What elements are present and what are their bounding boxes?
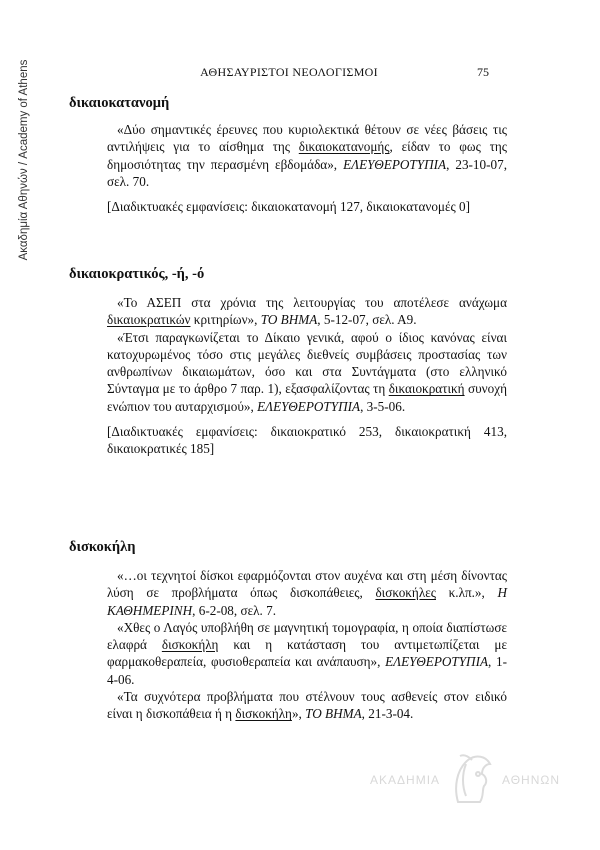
- source-name: ΤΟ ΒΗΜΑ: [260, 312, 318, 328]
- page-number: 75: [477, 65, 489, 79]
- watermark-text-right: ΑΘΗΝΩΝ: [501, 773, 560, 787]
- citation: «Έτσι παραγκωνίζεται το Δίκαιο γενικά, αφού ο ίδιος κανόνας είναι κατοχυρωμένος τόσο στις μεγάλες διεθνείς συμβάσεις προστασίας των ανθρωπίνων δικαιωμάτων, όσο και στα Συντάγματα (στο ελληνικό Σύνταγμα με το άρθρο 7 παρ. 1), εξασφαλίζοντας τη δικαιοκρατική συνοχή ενώπιον του αυταρχισμού», ΕΛΕΥΘΕΡΟΤΥΠΙΑ, 3-5-06.: [107, 329, 507, 414]
- headword-occurrence: δισκοκήλη: [161, 637, 219, 653]
- headword-occurrence: δισκοκήλες: [375, 585, 436, 601]
- headword-occurrence: δικαιοκατανομής: [298, 139, 390, 155]
- entry-body: [107, 567, 507, 723]
- entry-title: δικαιοκρατικός, -ή, -ό: [69, 266, 205, 282]
- citation: «Τα συχνότερα προβλήματα που στέλνουν τους ασθενείς στον ειδικό είναι η δισκοπάθεια ή η δισκοκήλη», ΤΟ ΒΗΜΑ, 21-3-04.: [107, 689, 507, 722]
- headword-occurrence: δικαιοκρατική: [388, 381, 465, 397]
- citation: «Το ΑΣΕΠ στα χρόνια της λειτουργίας του αποτέλεσε ανάχωμα δικαιοκρατικών κριτηρίων», ΤΟ ΒΗΜΑ, 5-12-07, σελ. Α9.: [107, 295, 507, 328]
- source-name: ΕΛΕΥΘΕΡΟΤΥΠΙΑ: [385, 654, 489, 670]
- citation: «Χθες ο Λαγός υποβλήθη σε μαγνητική τομογραφία, η οποία διαπίστωσε ελαφρά δισκοκήλη και η κατάσταση του αντιμετωπίζεται με φαρμακοθεραπεία, φυσιοθεραπεία και ανάπαυση», ΕΛΕΥΘΕΡΟΤΥΠΙΑ, 1-4-06.: [107, 619, 507, 687]
- citation: «Δύο σημαντικές έρευνες που κυριολεκτικά θέτουν σε νέες βάσεις τις αντιλήψεις για το αίσθημα της δικαιοκατανομής, είδαν το φως της δημοσιότητας την περασμένη εβδομάδα», ΕΛΕΥΘΕΡΟΤΥΠΙΑ, 23-10-07, σελ. 70.: [107, 122, 507, 189]
- source-name: ΕΛΕΥΘΕΡΟΤΥΠΙΑ: [343, 156, 447, 172]
- web-occurrences-note: [Διαδικτυακές εμφανίσεις: δικαιοκατανομή 127, δικαιοκατανομές 0]: [107, 199, 471, 215]
- entry-title: δισκοκήλη: [69, 539, 136, 555]
- side-label: Ακαδημία Αθηνών / Academy of Athens: [18, 59, 30, 261]
- source-name: Η ΚΑΘΗΜΕΡΙΝΗ: [107, 585, 507, 618]
- academy-watermark: [370, 750, 560, 810]
- athena-head-icon: [446, 750, 496, 810]
- headword-occurrence: δισκοκήλη: [235, 706, 292, 722]
- headword-occurrence: δικαιοκρατικών: [107, 312, 191, 328]
- web-occurrences-note: [Διαδικτυακές εμφανίσεις: δικαιοκρατικό 253, δικαιοκρατική 413, δικαιοκρατικές 185]: [107, 424, 507, 457]
- entry-body: [107, 294, 507, 458]
- watermark-text-left: ΑΚΑΔΗΜΙΑ: [370, 773, 441, 787]
- citation: «…οι τεχνητοί δίσκοι εφαρμόζονται στον αυχένα και στη μέση δίνοντας λύση σε προβλήματα όπως δισκοπάθειες, δισκοκήλες κ.λπ.», Η ΚΑΘΗΜΕΡΙΝΗ, 6-2-08, σελ. 7.: [107, 568, 507, 618]
- entry-body: [107, 121, 507, 215]
- source-name: ΤΟ ΒΗΜΑ: [305, 706, 362, 722]
- source-name: ΕΛΕΥΘΕΡΟΤΥΠΙΑ: [257, 398, 361, 414]
- running-head: ΑΘΗΣΑΥΡΙΣΤΟΙ ΝΕΟΛΟΓΙΣΜΟΙ: [200, 65, 378, 79]
- entry-title: δικαιοκατανομή: [69, 95, 170, 111]
